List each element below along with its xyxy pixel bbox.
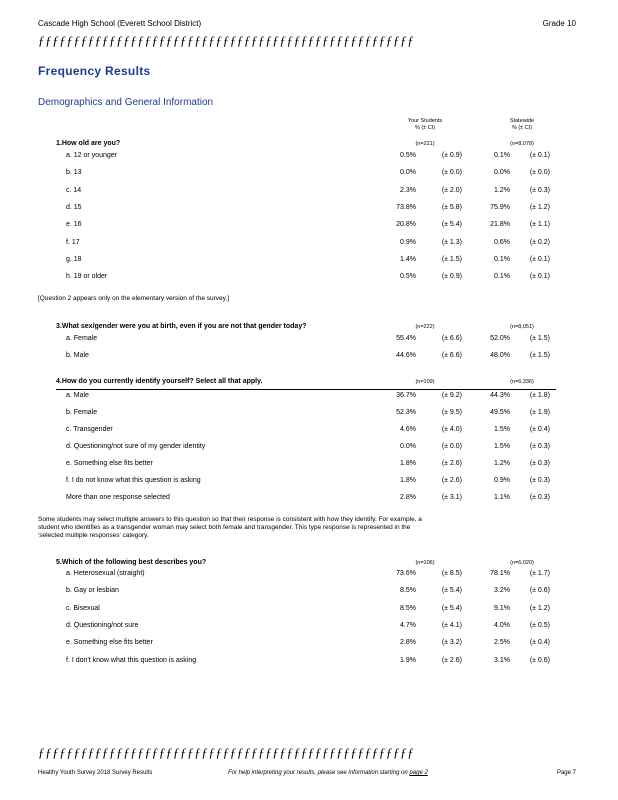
- pct-statewide: 49.5%: [490, 409, 510, 416]
- ci-yours: (± 0.0): [441, 169, 462, 177]
- pct-yours: 1.4%: [400, 255, 416, 263]
- pct-statewide: 1.5%: [494, 426, 510, 433]
- pct-yours: 0.5%: [400, 273, 416, 281]
- option-label: a. Heterosexual (straight): [66, 570, 145, 577]
- option-label: d. Questioning/not sure of my gender identity: [66, 443, 206, 450]
- pct-yours: 44.6%: [396, 352, 416, 359]
- ci-statewide: (± 1.9): [529, 409, 550, 416]
- pct-yours: 0.0%: [400, 443, 416, 450]
- pct-yours: 0.5%: [400, 152, 416, 159]
- ci-yours: (± 2.6): [441, 656, 462, 664]
- n-yours: (n=109): [415, 379, 435, 385]
- ci-statewide: (± 0.2): [529, 238, 550, 246]
- option-label: b. Female: [66, 409, 98, 416]
- col-head-state: Statewide % (± CI): [509, 118, 535, 131]
- footer-left: Healthy Youth Survey 2018 Survey Results: [38, 770, 153, 776]
- pct-yours: 1.9%: [400, 656, 416, 664]
- pct-yours: 20.8%: [396, 221, 416, 229]
- option-label: a. 12 or younger: [66, 152, 117, 159]
- pct-statewide: 0.0%: [494, 169, 510, 177]
- ci-yours: (± 1.5): [441, 255, 462, 263]
- option-label: a. Female: [66, 335, 98, 342]
- pct-statewide: 44.3%: [490, 392, 510, 399]
- option-label: h. 19 or older: [66, 273, 108, 281]
- pct-yours: 2.8%: [400, 494, 416, 501]
- option-label: c. Transgender: [66, 426, 113, 433]
- n-yours: (n=222): [415, 324, 435, 330]
- pct-yours: 4.7%: [400, 621, 416, 629]
- question-text: 5.Which of the following best describes you?: [56, 559, 207, 566]
- ci-yours: (± 3.1): [441, 494, 462, 501]
- ci-yours: (± 9.5): [441, 409, 462, 416]
- decorative-rule-top: ƒƒƒƒƒƒƒƒƒƒƒƒƒƒƒƒƒƒƒƒƒƒƒƒƒƒƒƒƒƒƒƒƒƒƒƒƒƒƒƒƒƒƒƒƒƒƒƒƒƒƒƒƒ: [38, 33, 415, 48]
- ci-yours: (± 2.0): [441, 186, 462, 194]
- pct-yours: 55.4%: [396, 335, 416, 342]
- question-text: 3.What sex/gender were you at birth, even if you are not that gender today?: [56, 323, 307, 330]
- pct-statewide: 0.1%: [494, 255, 510, 263]
- option-label: b. Gay or lesbian: [66, 587, 119, 595]
- n-statewide: (n=8,078): [510, 141, 534, 147]
- ci-statewide: (± 1.1): [529, 221, 550, 229]
- ci-statewide: (± 1.2): [529, 203, 550, 211]
- decorative-rule-bottom: ƒƒƒƒƒƒƒƒƒƒƒƒƒƒƒƒƒƒƒƒƒƒƒƒƒƒƒƒƒƒƒƒƒƒƒƒƒƒƒƒƒƒƒƒƒƒƒƒƒƒƒƒƒ: [38, 745, 415, 760]
- pct-statewide: 0.1%: [494, 273, 510, 281]
- option-label: More than one response selected: [66, 494, 170, 501]
- n-statewide: (n=6,020): [510, 560, 534, 566]
- option-label: d. Questioning/not sure: [66, 621, 139, 629]
- ci-yours: (± 8.5): [441, 570, 462, 577]
- col-head-yours: Your Students % (± CI): [407, 118, 443, 131]
- pct-yours: 2.3%: [400, 186, 416, 194]
- pct-yours: 1.8%: [400, 460, 416, 467]
- pct-statewide: 9.1%: [494, 604, 510, 612]
- ci-statewide: (± 0.0): [529, 169, 550, 177]
- option-label: a. Male: [66, 392, 89, 399]
- pct-statewide: 75.9%: [490, 203, 510, 211]
- option-label: f. 17: [66, 238, 80, 246]
- n-statewide: (n=8,051): [510, 324, 534, 330]
- pct-yours: 36.7%: [396, 392, 416, 399]
- pct-statewide: 1.2%: [494, 460, 510, 467]
- pct-yours: 0.9%: [400, 238, 416, 246]
- ci-yours: (± 9.2): [441, 392, 462, 399]
- ci-yours: (± 4.0): [441, 426, 462, 433]
- ci-statewide: (± 0.1): [529, 273, 550, 281]
- option-label: d. 15: [66, 203, 82, 211]
- option-label: e. Something else fits better: [66, 460, 153, 467]
- section-subtitle: Demographics and General Information: [38, 97, 214, 108]
- pct-statewide: 2.5%: [494, 639, 510, 647]
- pct-yours: 0.0%: [400, 169, 416, 177]
- ci-yours: (± 1.3): [441, 238, 462, 246]
- n-statewide: (n=6,336): [510, 379, 534, 385]
- ci-statewide: (± 0.1): [529, 255, 550, 263]
- option-label: f. I do not know what this question is asking: [66, 477, 201, 484]
- option-label: g. 18: [66, 255, 82, 263]
- pct-statewide: 3.2%: [494, 587, 510, 595]
- ci-statewide: (± 0.3): [529, 477, 550, 484]
- ci-yours: (± 2.6): [441, 460, 462, 467]
- grade-label: Grade 10: [542, 19, 576, 28]
- ci-yours: (± 6.6): [441, 335, 462, 342]
- pct-statewide: 78.1%: [490, 570, 510, 577]
- ci-yours: (± 6.6): [441, 352, 462, 359]
- ci-yours: (± 5.4): [441, 221, 462, 229]
- pct-yours: 73.6%: [396, 570, 416, 577]
- pct-statewide: 1.5%: [494, 443, 510, 450]
- footer-page-link[interactable]: page 2: [409, 770, 428, 776]
- ci-statewide: (± 1.8): [529, 392, 550, 399]
- pct-statewide: 52.0%: [490, 335, 510, 342]
- option-label: b. Male: [66, 352, 89, 359]
- ci-statewide: (± 0.3): [529, 186, 550, 194]
- pct-yours: 8.5%: [400, 587, 416, 595]
- pct-statewide: 0.6%: [494, 238, 510, 246]
- ci-statewide: (± 0.6): [529, 587, 550, 595]
- pct-yours: 8.5%: [400, 604, 416, 612]
- school-name: Cascade High School (Everett School District): [38, 19, 202, 28]
- option-label: e. Something else fits better: [66, 639, 153, 647]
- ci-statewide: (± 0.3): [529, 443, 550, 450]
- question-rule: [56, 389, 556, 390]
- pct-yours: 73.8%: [396, 203, 416, 211]
- pct-statewide: 0.1%: [494, 152, 510, 159]
- option-label: b. 13: [66, 169, 82, 177]
- pct-statewide: 0.9%: [494, 477, 510, 484]
- ci-yours: (± 0.9): [441, 152, 462, 159]
- n-yours: (n=106): [415, 560, 435, 566]
- pct-statewide: 4.0%: [494, 621, 510, 629]
- ci-yours: (± 5.4): [441, 587, 462, 595]
- ci-yours: (± 0.9): [441, 273, 462, 281]
- pct-yours: 52.3%: [396, 409, 416, 416]
- ci-yours: (± 0.0): [441, 443, 462, 450]
- pct-statewide: 1.2%: [494, 186, 510, 194]
- pct-statewide: 3.1%: [494, 656, 510, 664]
- ci-statewide: (± 0.4): [529, 639, 550, 647]
- option-label: e. 16: [66, 221, 82, 229]
- option-label: f. I don't know what this question is asking: [66, 656, 197, 664]
- ci-statewide: (± 1.5): [529, 352, 550, 359]
- ci-statewide: (± 0.5): [529, 621, 550, 629]
- ci-statewide: (± 0.3): [529, 494, 550, 501]
- ci-statewide: (± 1.7): [529, 570, 550, 577]
- ci-yours: (± 2.6): [441, 477, 462, 484]
- pct-yours: 1.8%: [400, 477, 416, 484]
- ci-statewide: (± 1.5): [529, 335, 550, 342]
- pct-statewide: 1.1%: [494, 494, 510, 501]
- option-label: c. 14: [66, 186, 82, 194]
- ci-yours: (± 3.2): [441, 639, 462, 647]
- question-text: 4.How do you currently identify yourself? Select all that apply.: [56, 378, 263, 385]
- pct-yours: 2.8%: [400, 639, 416, 647]
- n-yours: (n=221): [415, 141, 435, 147]
- ci-yours: (± 5.4): [441, 604, 462, 612]
- pct-statewide: 21.8%: [490, 221, 510, 229]
- option-label: c. Bisexual: [66, 604, 100, 612]
- ci-yours: (± 4.1): [441, 621, 462, 629]
- q2-note: [Question 2 appears only on the elementary version of the survey.]: [38, 295, 230, 302]
- ci-statewide: (± 0.1): [529, 152, 550, 159]
- ci-yours: (± 5.8): [441, 203, 462, 211]
- pct-yours: 4.6%: [400, 426, 416, 433]
- footer-page-number: Page 7: [556, 770, 576, 776]
- ci-statewide: (± 0.6): [529, 656, 550, 664]
- ci-statewide: (± 0.4): [529, 426, 550, 433]
- ci-statewide: (± 1.2): [529, 604, 550, 612]
- ci-statewide: (± 0.3): [529, 460, 550, 467]
- question-text: 1.How old are you?: [56, 140, 121, 147]
- footer-center: For help interpreting your results, please see information starting on page 2: [228, 770, 428, 776]
- q4-note: Some students may select multiple answers to this question so that their response is consistent with how they identify. For example, a student who identifies as a transgender woman may select both female and transgender. This type response is represented in the 'selected multiple responses' category.: [38, 516, 422, 539]
- page-title: Frequency Results: [38, 64, 151, 78]
- pct-statewide: 48.0%: [490, 352, 510, 359]
